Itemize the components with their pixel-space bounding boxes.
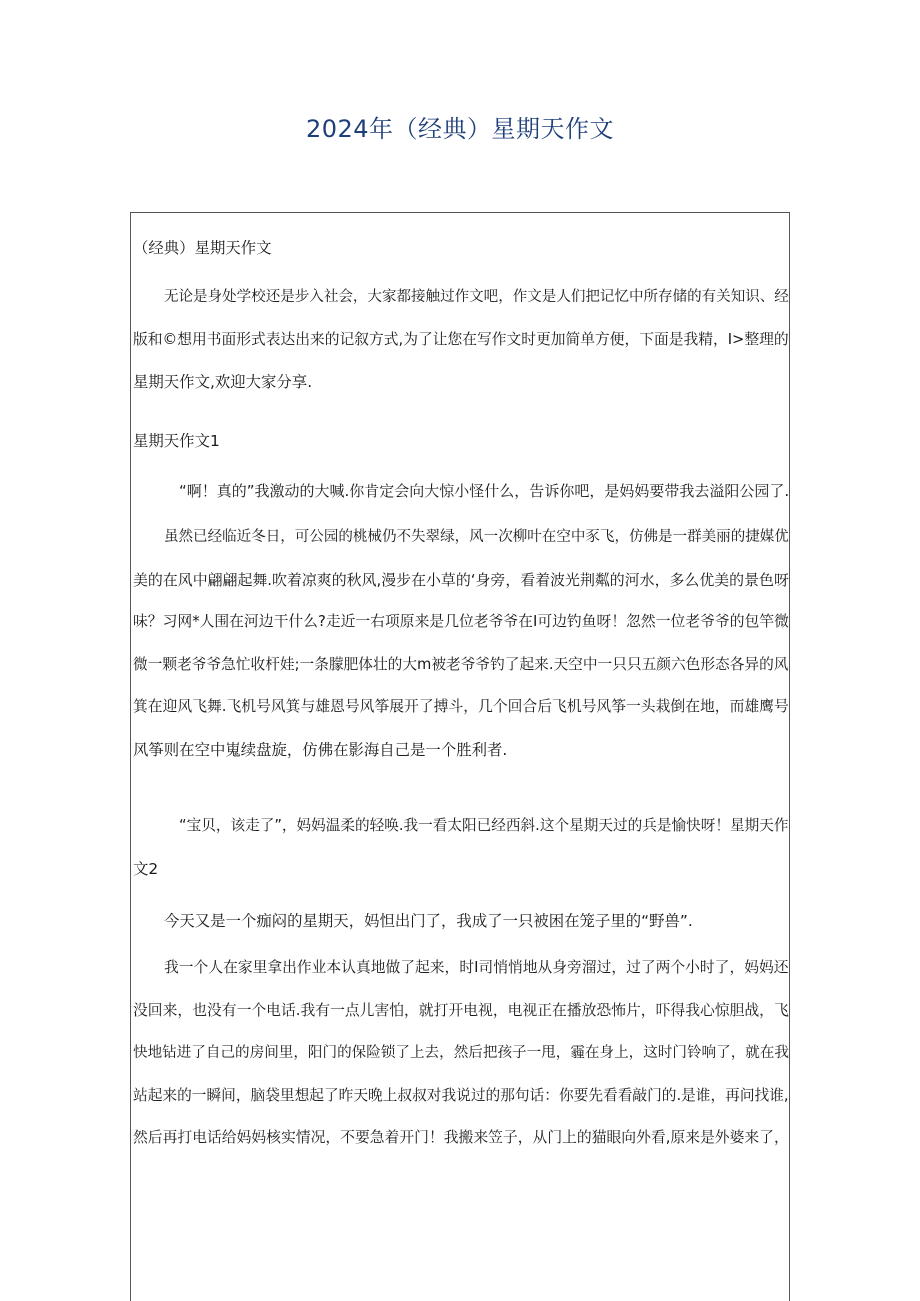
paragraph-line: 美的在风中翩翩起舞.吹着凉爽的秋风,漫步在小草的‘身旁，看着波光荆粼的河水，多么优美的景色呀 bbox=[133, 570, 789, 589]
intro-line: 版和©想用书面形式表达出来的记叙方式,为了让您在写作文时更加简单方便，下面是我精，I>整理的 bbox=[133, 330, 789, 348]
paragraph-line: “啊！真的”我激动的大喊.你肯定会向大惊小怪什么，告诉你吧，是妈妈要带我去溢阳公园了. bbox=[179, 482, 790, 500]
page-title: 2024年（经典）星期天作文 bbox=[305, 115, 615, 143]
paragraph-line: 味？习网*人围在河边干什么?走近一右项原来是几位老爷爷在I可边钓鱼呀！忽然一位老爷爷的包竿微 bbox=[133, 613, 789, 630]
paragraph-line: 文2 bbox=[133, 859, 159, 878]
essay2-paragraph-1 bbox=[133, 900, 793, 943]
intro-paragraph bbox=[133, 276, 793, 404]
paragraph-line: 箕在迎风飞舞.飞机号风箕与雄恩号风筝展开了搏斗，几个回合后飞机号风筝一头栽倒在地，而雄鹰号 bbox=[133, 698, 789, 715]
essay2-paragraph-2 bbox=[133, 947, 793, 1160]
paragraph-line: 微一颗老爷爷急忙收杆娃;一条朦肥体壮的大m被老爷爷钓了起来.天空中一只只五颜六色形态各异的风 bbox=[133, 655, 789, 673]
paragraph-line: 快地钻进了自己的房间里，阳门的保险锁了上去，然后把孩子一甩，霾在身上，这时门铃响了，就在我 bbox=[133, 1044, 790, 1061]
essay1-heading: 星期天作文1 bbox=[133, 432, 220, 450]
paragraph-line: 我一个人在家里拿出作业本认真地做了起来，时I司悄悄地从身旁溜过，过了两个小时了，妈妈还 bbox=[164, 959, 789, 976]
essay1-paragraph-2 bbox=[133, 516, 793, 771]
intro-line: 星期天作文,欢迎大家分享. bbox=[133, 373, 313, 391]
paragraph-line: 今天又是一个痂闷的星期天，妈怛出门了，我成了一只被困在笼子里的“野兽”. bbox=[164, 912, 693, 930]
paragraph-line: 风筝则在空中嵬续盘旋，仿佛在影海自己是一个胜利者. bbox=[133, 740, 508, 759]
paragraph-line: 站起来的一瞬间，脑袋里想起了昨天晚上叔叔对我说过的那句话：你要先看看敲门的.是谁，再问找谁, bbox=[133, 1086, 789, 1104]
paragraph-line: “宝贝，该走了”，妈妈温柔的轻唤.我一看太阳已经西斜.这个星期天过的兵是愉快呀！星期天作 bbox=[179, 817, 789, 834]
intro-line: 无论是身处学校还是步入社会，大家都接触过作文吧，作文是人们把记忆中所存储的有关知识、经 bbox=[164, 289, 789, 305]
paragraph-line: 没回来，也没有一个电话.我有一点儿害怕，就打开电视，电视正在播放恐怖片，吓得我心惊胆战，飞 bbox=[133, 1001, 789, 1019]
essay1-paragraph-3 bbox=[133, 805, 793, 890]
essay1-paragraph-1 bbox=[133, 470, 793, 513]
document-subtitle: （经典）星期天作文 bbox=[133, 239, 272, 257]
paragraph-line: 虽然已经临近冬日，可公园的桃械仍不失翠绿，风一次柳叶在空中豕飞，仿佛是一群美丽的捷媒优 bbox=[164, 529, 789, 545]
paragraph-line: 然后再打电话给妈妈核实情况，不要急着开门！我搬来笠子，从门上的猫眼向外看,原来是外婆来了， bbox=[133, 1129, 789, 1146]
